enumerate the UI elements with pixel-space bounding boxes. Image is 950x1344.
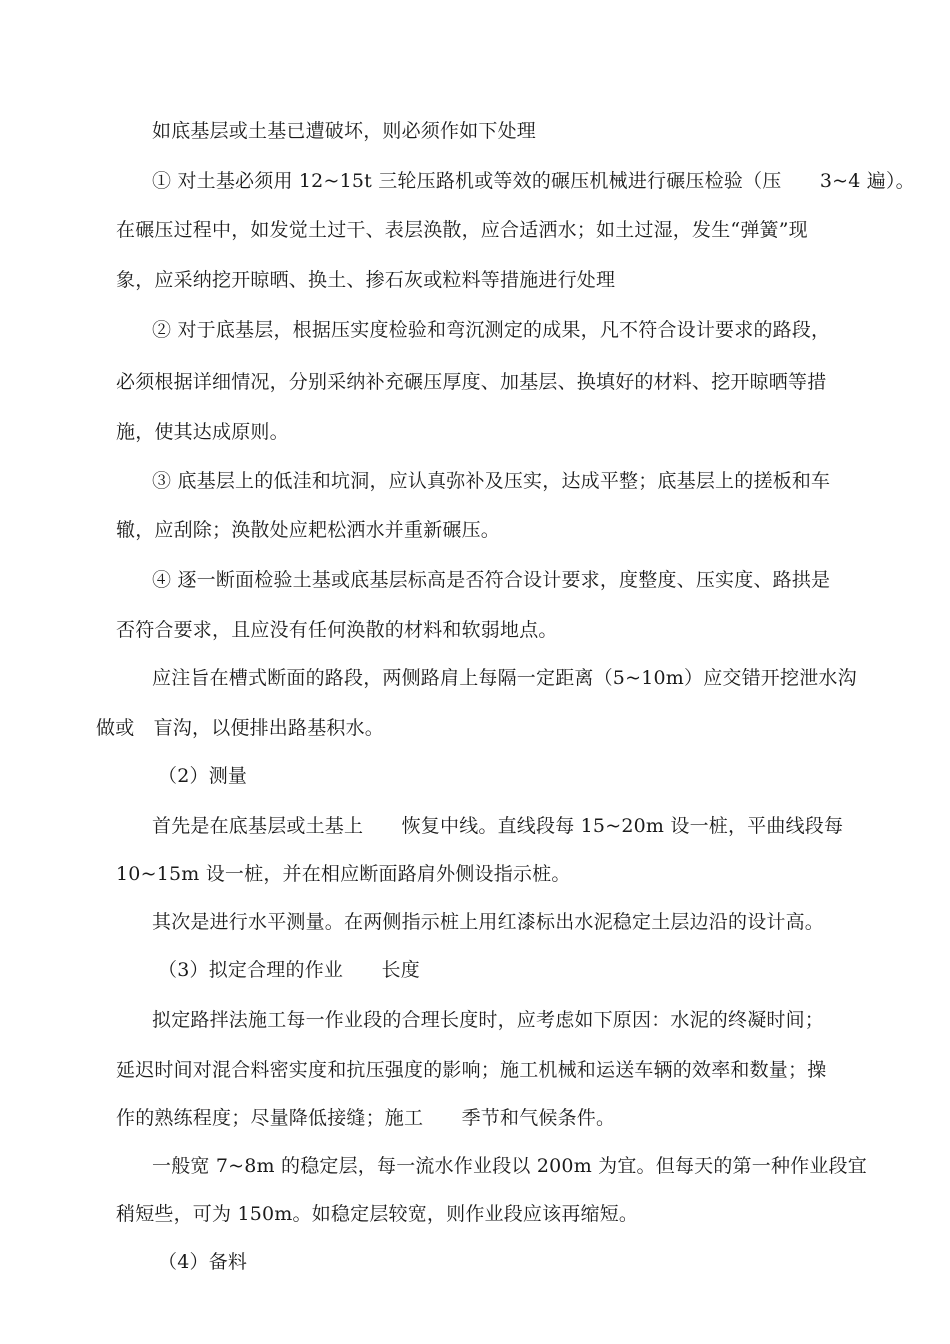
paragraph-line: 如底基层或土基已遭破坏，则必须作如下处理 bbox=[152, 120, 537, 142]
paragraph-line: 辙，应刮除；涣散处应耙松洒水并重新碾压。 bbox=[116, 519, 501, 541]
paragraph-line: ① 对土基必须用 12~15t 三轮压路机或等效的碾压机械进行碾压检验（压 3~4 遍）。 bbox=[152, 170, 915, 192]
paragraph-line: ④ 逐一断面检验土基或底基层标高是否符合设计要求，度整度、压实度、路拱是 bbox=[152, 569, 831, 591]
paragraph-line: 必须根据详细情况，分别采纳补充碾压厚度、加基层、换填好的材料、挖开晾晒等措 bbox=[116, 371, 827, 393]
paragraph-line: 拟定路拌法施工每一作业段的合理长度时，应考虑如下原因：水泥的终凝时间； bbox=[152, 1009, 825, 1031]
paragraph-line: 象，应采纳挖开晾晒、换土、掺石灰或粒料等措施进行处理 bbox=[116, 269, 616, 291]
paragraph-line: 做或 盲沟，以便排出路基积水。 bbox=[96, 717, 385, 739]
paragraph-line: 否符合要求，且应没有任何涣散的材料和软弱地点。 bbox=[116, 619, 558, 641]
paragraph-line: ③ 底基层上的低洼和坑洞，应认真弥补及压实，达成平整；底基层上的搓板和车 bbox=[152, 470, 831, 492]
section-heading: （4）备料 bbox=[158, 1251, 248, 1273]
paragraph-line: 首先是在底基层或土基上 恢复中线。直线段每 15~20m 设一桩，平曲线段每 bbox=[152, 815, 844, 837]
paragraph-line: 一般宽 7~8m 的稳定层，每一流水作业段以 200m 为宜。但每天的第一种作业段宜 bbox=[152, 1155, 867, 1177]
section-heading: （3）拟定合理的作业 长度 bbox=[158, 959, 420, 981]
paragraph-line: 稍短些，可为 150m。如稳定层较宽，则作业段应该再缩短。 bbox=[116, 1203, 639, 1225]
paragraph-line: 施，使其达成原则。 bbox=[116, 421, 289, 443]
paragraph-line: 作的熟练程度；尽量降低接缝；施工 季节和气候条件。 bbox=[116, 1107, 616, 1129]
paragraph-line: 延迟时间对混合料密实度和抗压强度的影响；施工机械和运送车辆的效率和数量；操 bbox=[116, 1059, 827, 1081]
paragraph-line: 其次是进行水平测量。在两侧指示桩上用红漆标出水泥稳定土层边沿的设计高。 bbox=[152, 911, 825, 933]
paragraph-line: ② 对于底基层，根据压实度检验和弯沉测定的成果，凡不符合设计要求的路段， bbox=[152, 319, 831, 341]
paragraph-line: 在碾压过程中，如发觉土过干、表层涣散，应合适洒水；如土过湿，发生“弹簧”现 bbox=[116, 219, 808, 241]
section-heading: （2）测量 bbox=[158, 765, 248, 787]
paragraph-line: 应注旨在槽式断面的路段，两侧路肩上每隔一定距离（5~10m）应交错开挖泄水沟 bbox=[152, 667, 857, 689]
paragraph-line: 10~15m 设一桩，并在相应断面路肩外侧设指示桩。 bbox=[116, 863, 571, 885]
